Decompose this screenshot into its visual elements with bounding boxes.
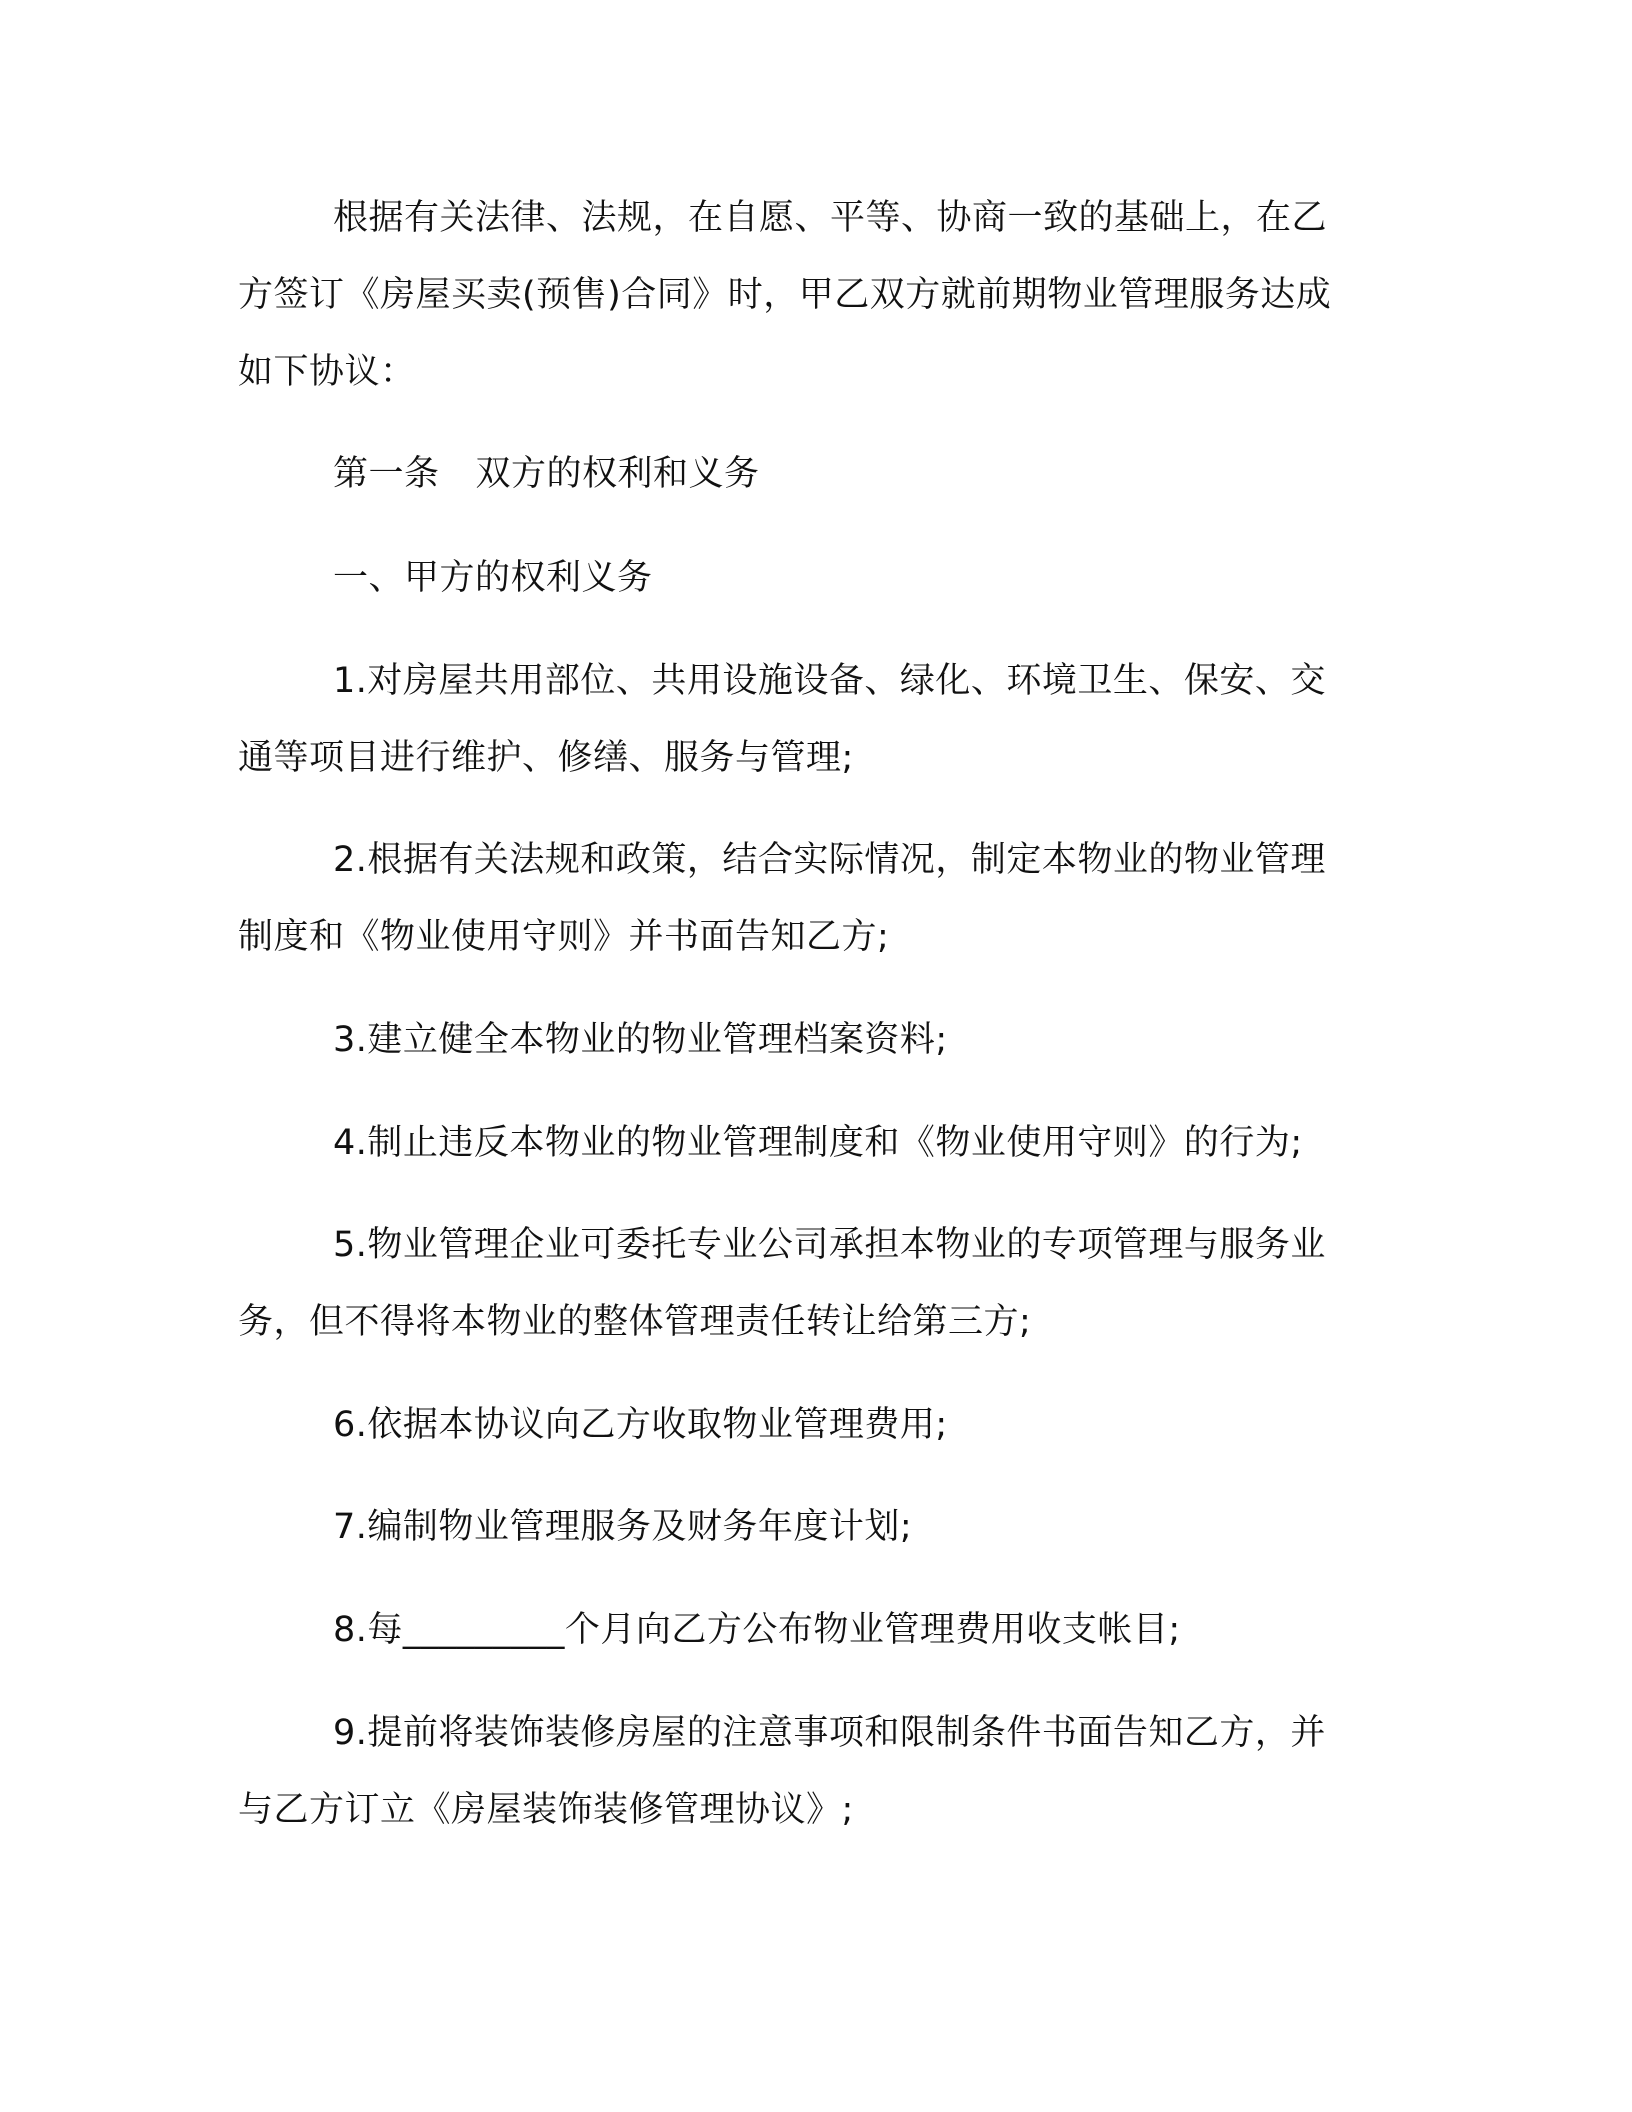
section-heading: 一、甲方的权利义务 — [333, 558, 653, 598]
item-9-line-1: 9.提前将装饰装修房屋的注意事项和限制条件书面告知乙方，并 — [333, 1713, 1326, 1753]
article-heading — [333, 452, 1483, 496]
item-5-line-1: 5.物业管理企业可委托专业公司承担本物业的专项管理与服务业 — [333, 1225, 1326, 1265]
item-3: 3.建立健全本物业的物业管理档案资料; — [333, 1020, 948, 1060]
item-2-line-2: 制度和《物业使用守则》并书面告知乙方; — [238, 917, 890, 957]
item-7: 7.编制物业管理服务及财务年度计划; — [333, 1507, 913, 1547]
item-6: 6.依据本协议向乙方收取物业管理费用; — [333, 1405, 948, 1445]
paragraph-intro-line-2: 方签订《房屋买卖(预售)合同》时，甲乙双方就前期物业管理服务达成 — [238, 275, 1332, 315]
item-4: 4.制止违反本物业的物业管理制度和《物业使用守则》的行为; — [333, 1123, 1303, 1163]
item-8: 8.每_________个月向乙方公布物业管理费用收支帐目; — [333, 1610, 1181, 1650]
item-2-line-1: 2.根据有关法规和政策，结合实际情况，制定本物业的物业管理 — [333, 840, 1326, 880]
paragraph-intro-line-3: 如下协议： — [238, 352, 416, 392]
article-title: 双方的权利和义务 — [475, 454, 760, 494]
item-9-line-2: 与乙方订立《房屋装饰装修管理协议》; — [238, 1790, 854, 1830]
item-5-line-2: 务，但不得将本物业的整体管理责任转让给第三方; — [238, 1302, 1032, 1342]
item-1-line-2: 通等项目进行维护、修缮、服务与管理; — [238, 738, 854, 778]
item-1-line-1: 1.对房屋共用部位、共用设施设备、绿化、环境卫生、保安、交 — [333, 661, 1326, 701]
article-number: 第一条 — [333, 454, 440, 494]
paragraph-intro-line-1: 根据有关法律、法规，在自愿、平等、协商一致的基础上，在乙 — [333, 198, 1328, 238]
